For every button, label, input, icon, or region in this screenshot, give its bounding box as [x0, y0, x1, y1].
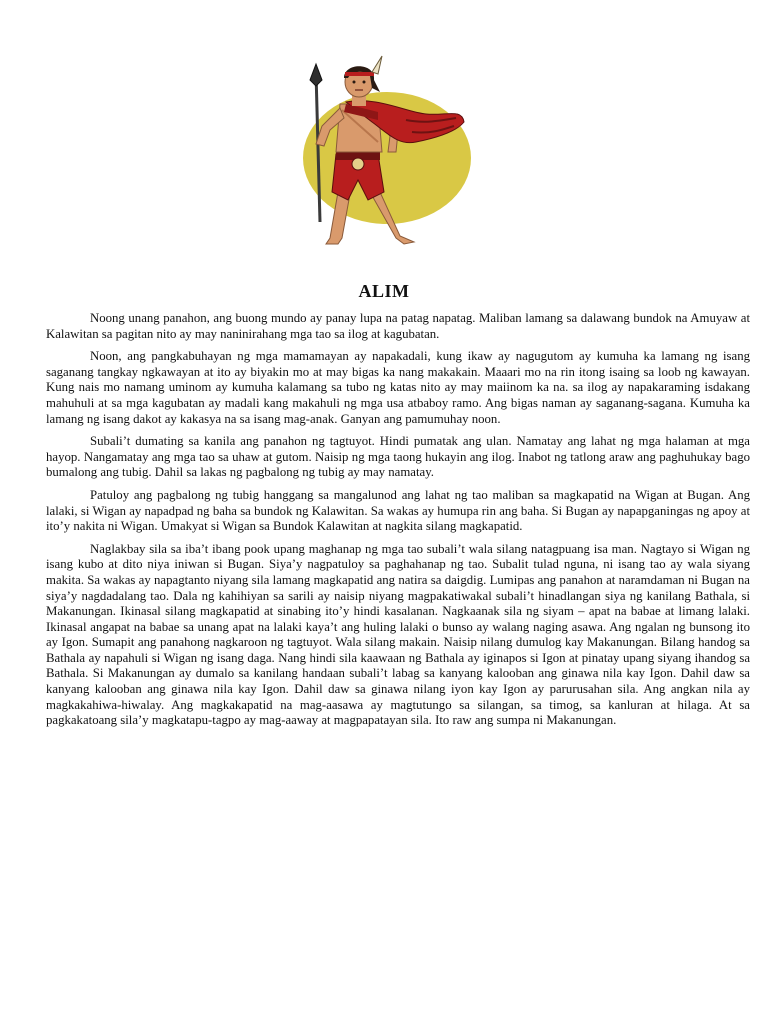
- story-paragraph-4: Patuloy ang pagbalong ng tubig hanggang sa mangalunod ang lahat ng tao maliban sa magkapatid na Wigan at Bugan. Ang lalaki, si Wigan ay napadpad ng baha sa bundok ng Kalawitan. Sa wakas ay humupa rin ang baha. Si Bugan ay napapganingas ng apoy at ito’y nakita ni Wigan. Umakyat si Wigan sa Bundok Kalawitan at nagkita silang magkapatid.: [46, 487, 750, 534]
- story-paragraph-1: Noong unang panahon, ang buong mundo ay panay lupa na patag napatag. Maliban lamang sa dalawang bundok na Amuyaw at Kalawitan sa pagitan nito ay may naninirahang mga tao sa ilog at kagubatan.: [46, 311, 750, 341]
- story-paragraph-2: Noon, ang pangkabuhayan ng mga mamamayan ay napakadali, kung ikaw ay nagugutom ay kumuha ka lamang ng isang saganang tangkay ngkawayan at ito ay biyakin mo at may bigas ka nang makakain. Maaari mo na rin itong isaing sa loob ng kawayan. Kung nais mo namang uminom ay kumuha kalamang sa tubo ng katas nito ay may maiinom ka na. sa ilog ay napakaraming isdakang mahuhuli at sa mga kagubatan ay madali kang makahuli ng mga usa atbaboy ramo. Ang bigas naman ay saganang-sagana. Kumuha ka lamang ng isang dakot ay kakasya na sa isang mag-anak. Ganyan ang pamumuhay noon.: [46, 349, 750, 426]
- warrior-illustration: [286, 52, 482, 262]
- story-body: [46, 311, 750, 736]
- story-paragraph-3: Subali’t dumating sa kanila ang panahon ng tagtuyot. Hindi pumatak ang ulan. Namatay ang lahat ng mga halaman at mga hayop. Nangamatay ang mga tao sa uhaw at gutom. Naisip ng mga taong hukayin ang ilog. Inabot ng tatlong araw ang paghuhukay bago bumalong ang tubig. Dahil sa lakas ng pagbalong ng tubig ay may namatay.: [46, 434, 750, 480]
- story-title: ALIM: [358, 281, 410, 301]
- story-paragraph-5: Naglakbay sila sa iba’t ibang pook upang maghanap ng mga tao subali’t wala silang natagpuang isa man. Nagtayo si Wigan ng isang kubo at dito niya iniwan si Bugan. Siya’y nagpatuloy sa paghahanap ng tao. Subalit tulad nguna, ni isang tao ay wala siyang makita. Sa wakas ay napagtanto niyang sila lamang magkapatid ang natira sa daigdig. Lumipas ang panahon at naramdaman ni Bugan na siya’y nagdadalang tao. Dala ng kahihiyan sa sarili ay naisip niyang magpakatiwakal subali’t hinadlangan siya ng kanilang Bathala, si Makanungan. Ikinasal silang magkapatid at sinabing ito’y hindi kasalanan. Nagkaanak sila ng siyam – apat na babae at limang lalaki. Ikinasal angapat na babae sa unang apat na lalaki kaya’t ang huling lalaki o bunso ay walang naging asawa. Ang ngalan ng bunsong ito ay Igon. Sumapit ang panahong nagkaroon ng tagtuyot. Wala silang makain. Naisip nilang dumulog kay Makanungan. Bilang handog sa Bathala ay napahuli si Wigan ng isang daga. Nang hindi sila kaawaan ng Bathala ay iginapos si Igon at pinatay upang siyang ihandog sa Bathala. Si Makanungan ay dumalo sa kanilang handaan subali’t labag sa kanyang kalooban ang ginawa nila kay Igon. Dahil daw sa kanyang kalooban ang ginawa nila kay Igon. Dahil daw sa ginawa nilang iyon kay Igon ay parurusahan sila. Ang angkan nila ay magkakahiwa-hiwalay. Ang magkakapatid na mag-aasawa ay magtutungo sa silangan, sa timog, sa kanluran at hilaga. At sa pagkakatoang sila’y magkatapu-tagpo ay mag-aaway at magpapatayan sila. Ito raw ang sumpa ni Makanungan.: [46, 541, 750, 728]
- warrior-with-spear-icon: [286, 52, 482, 262]
